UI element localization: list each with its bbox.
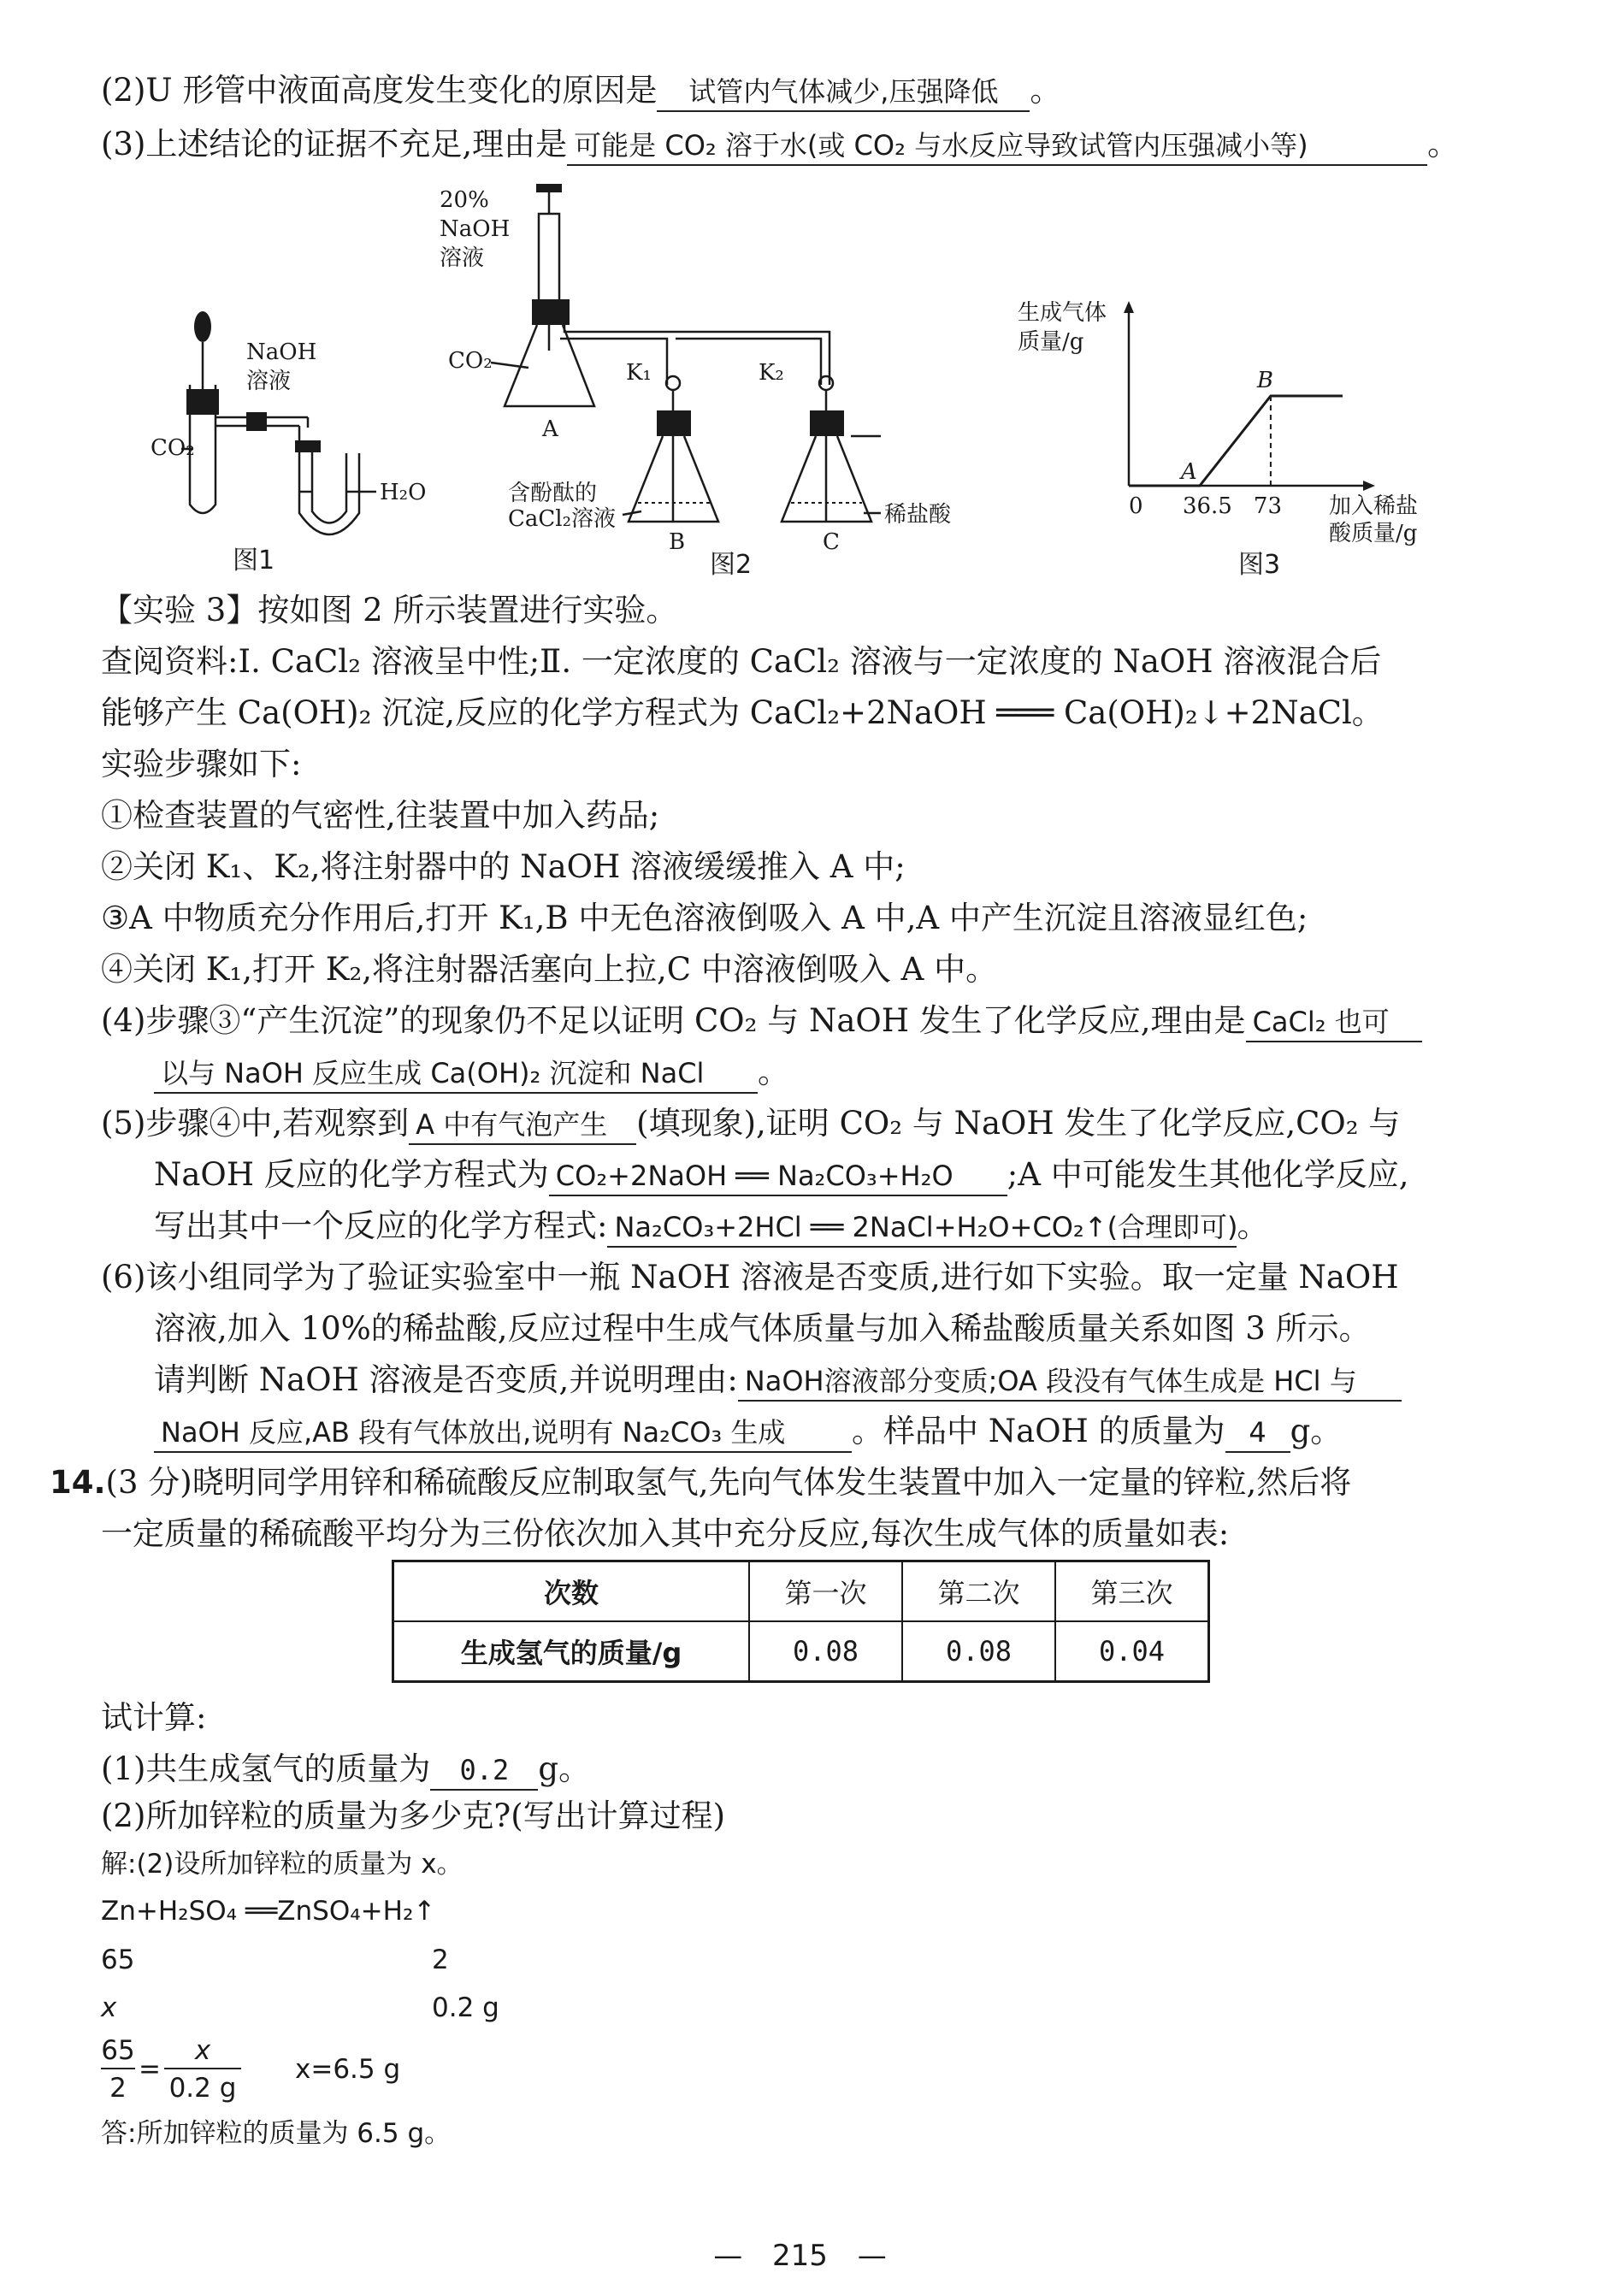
solution-answer: 答:所加锌粒的质量为 6.5 g。 xyxy=(101,2118,452,2149)
q6-line4 xyxy=(154,1411,1342,1453)
q4-suffix: 。 xyxy=(758,1054,789,1090)
exp3-step-1: ①检查装置的气密性,往装置中加入药品; xyxy=(101,797,660,834)
fig3-point-b-label: B xyxy=(1256,368,1274,393)
figure-1 xyxy=(137,308,462,590)
exp3-steps-title: 实验步骤如下: xyxy=(101,746,302,782)
fig1-solution-label: 溶液 xyxy=(246,369,292,394)
k2-label: K₂ xyxy=(759,360,784,386)
q14-calc-heading: 试计算: xyxy=(101,1699,207,1736)
exp3-step-3: ③A 中物质充分作用后,打开 K₁,B 中无色溶液倒吸入 A 中,A 中产生沉淀且溶液显红色; xyxy=(101,900,1308,936)
q6-answer-part1: NaOH溶液部分变质;OA 段没有气体生成是 HCl 与 xyxy=(738,1362,1402,1402)
q6-line4-mid: 。样品中 NaOH 的质量为 xyxy=(852,1413,1225,1449)
q14-line1-text: (3 分)晓明同学用锌和稀硫酸反应制取氢气,先向气体发生装置中加入一定量的锌粒,然后将 xyxy=(105,1464,1352,1501)
page-dash-right: — xyxy=(857,2239,887,2273)
fraction2-denominator: 0.2 g xyxy=(168,2073,237,2104)
k1-valve xyxy=(666,376,680,390)
exp3-reference-line2: 能够产生 Ca(OH)₂ 沉淀,反应的化学方程式为 CaCl₂+2NaOH ═══ Ca(OH)₂↓+2NaCl。 xyxy=(101,694,1384,731)
hydrogen-mass-table xyxy=(392,1560,1210,1683)
connector-clamp xyxy=(246,412,267,431)
exp3-step-4: ④关闭 K₁,打开 K₂,将注射器活塞向上拉,C 中溶液倒吸入 A 中。 xyxy=(101,951,998,988)
q6-line3-prefix: 请判断 NaOH 溶液是否变质,并说明理由: xyxy=(154,1361,738,1398)
page-number-footer xyxy=(0,2239,1600,2273)
fig1-naoh-label: NaOH xyxy=(246,339,317,365)
q5-line3-suffix: 。 xyxy=(1237,1207,1269,1244)
figure-3-chart xyxy=(1018,299,1462,590)
q5-line2-prefix: NaOH 反应的化学方程式为 xyxy=(154,1156,549,1193)
q5-line1 xyxy=(101,1103,1400,1145)
table-header-cell: 第二次 xyxy=(902,1561,1055,1622)
fraction-equals: = xyxy=(139,2054,161,2085)
q5-phenomenon-answer: A 中有气泡产生 xyxy=(409,1106,636,1145)
q2-line xyxy=(101,70,1061,112)
q5-line2 xyxy=(154,1154,1409,1196)
fig3-x-tick-label: 36.5 xyxy=(1182,493,1232,519)
q5-equation-answer: CO₂+2NaOH ══ Na₂CO₃+H₂O xyxy=(549,1157,1007,1196)
table-header-cell: 第三次 xyxy=(1055,1561,1209,1622)
top-tube-inner-2 xyxy=(676,339,821,385)
solution-unknown-x: x xyxy=(101,1992,117,2023)
q14-line1 xyxy=(50,1462,1351,1503)
q4-line2 xyxy=(154,1052,789,1094)
q6-line1: (6)该小组同学为了验证实验室中一瓶 NaOH 溶液是否变质,进行如下实验。取一定量 NaOH xyxy=(101,1259,1399,1296)
q4-line1 xyxy=(101,1000,1422,1042)
exp3-title: 【实验 3】按如图 2 所示装置进行实验。 xyxy=(101,592,678,629)
fig3-y-arrow xyxy=(1124,301,1134,313)
q2-answer: 试管内气体减少,压强降低 xyxy=(657,73,1030,112)
exp3-step-2: ②关闭 K₁、K₂,将注射器中的 NaOH 溶液缓缓推入 A 中; xyxy=(101,848,906,885)
fig3-plot-area xyxy=(1129,368,1343,519)
table-cell: 0.08 xyxy=(902,1621,1055,1682)
q14-line2: 一定质量的稀硫酸平均分为三份依次加入其中充分反应,每次生成气体的质量如表: xyxy=(101,1515,1230,1552)
q5-line1-suffix: (填现象),证明 CO₂ 与 NaOH 发生了化学反应,CO₂ 与 xyxy=(636,1105,1401,1142)
q4-answer-part2: 以与 NaOH 反应生成 Ca(OH)₂ 沉淀和 NaCl xyxy=(154,1054,758,1094)
q4-answer-part1: CaCl₂ 也可 xyxy=(1246,1003,1422,1042)
q14-sub2: (2)所加锌粒的质量为多少克?(写出计算过程) xyxy=(101,1797,726,1834)
u-tube-inner xyxy=(308,417,346,523)
k1-label: K₁ xyxy=(626,360,652,386)
table-row-label: 生成氢气的质量/g xyxy=(393,1621,750,1682)
figure-2 xyxy=(436,180,983,590)
table-row xyxy=(393,1621,1209,1682)
solution-ratio-h2: 2 xyxy=(432,1945,449,1975)
solution-result: x=6.5 g xyxy=(295,2054,401,2085)
fig2-co2-label: CO₂ xyxy=(448,348,493,374)
flask-a-stopper xyxy=(532,299,570,325)
q6-naoh-mass-answer: 4 xyxy=(1225,1414,1290,1453)
fig3-ylabel-line2: 质量/g xyxy=(1018,329,1084,355)
q14-sub1 xyxy=(101,1749,590,1791)
fig1-h2o-label: H₂O xyxy=(380,480,427,505)
q4-prefix: (4)步骤③“产生沉淀”的现象仍不足以证明 CO₂ 与 NaOH 发生了化学反应,理由是 xyxy=(101,1002,1246,1039)
table-cell: 0.04 xyxy=(1055,1621,1209,1682)
q3-answer: 可能是 CO₂ 溶于水(或 CO₂ 与水反应导致试管内压强减小等) xyxy=(567,127,1427,166)
table-cell: 0.08 xyxy=(749,1621,902,1682)
q14-total-hydrogen-answer: 0.2 xyxy=(430,1751,538,1791)
fig3-series-line xyxy=(1129,396,1343,486)
fig3-x-arrow xyxy=(1363,481,1375,491)
u-tube-stopper xyxy=(295,440,321,452)
fig3-caption: 图3 xyxy=(1238,550,1281,580)
q14-sub1-suffix: g。 xyxy=(538,1750,591,1787)
flask-b-label: B xyxy=(669,529,686,555)
fig2-acid-label: 稀盐酸 xyxy=(884,502,952,528)
q2-suffix: 。 xyxy=(1030,72,1062,109)
syringe-plunger-head xyxy=(536,184,562,192)
solution-line1: 解:(2)设所加锌粒的质量为 x。 xyxy=(101,1849,463,1880)
q6-answer-part2: NaOH 反应,AB 段有气体放出,说明有 Na₂CO₃ 生成 xyxy=(154,1414,852,1453)
q2-prefix: (2)U 形管中液面高度发生变化的原因是 xyxy=(101,72,658,109)
q14-number: 14. xyxy=(50,1464,106,1501)
fig2-percent-label: 20% xyxy=(440,187,489,213)
tube-stopper xyxy=(186,389,219,415)
fig2-co2-pointer xyxy=(491,363,528,368)
q5-other-reaction-answer: Na₂CO₃+2HCl ══ 2NaCl+H₂O+CO₂↑(合理即可) xyxy=(607,1208,1237,1248)
table-header-row xyxy=(393,1561,1209,1622)
table-header-cell: 第一次 xyxy=(749,1561,902,1622)
fig3-point-a-label: A xyxy=(1180,459,1197,485)
q3-suffix: 。 xyxy=(1427,126,1460,162)
fig1-caption: 图1 xyxy=(233,546,275,575)
fig1-co2-label: CO₂ xyxy=(151,435,195,461)
solution-ratio-zn: 65 xyxy=(101,1945,135,1975)
page-dash-left: — xyxy=(713,2239,743,2273)
fig2-caption: 图2 xyxy=(710,550,753,580)
dropper-bulb xyxy=(194,311,211,342)
q5-prefix: (5)步骤④中,若观察到 xyxy=(101,1105,410,1142)
flask-a-label: A xyxy=(542,416,558,442)
q6-line4-suffix: g。 xyxy=(1290,1413,1343,1449)
solution-known-mass: 0.2 g xyxy=(432,1992,499,2023)
fig3-x-tick-label: 73 xyxy=(1253,493,1283,519)
page-number: 215 xyxy=(772,2239,828,2273)
q5-line3-prefix: 写出其中一个反应的化学方程式: xyxy=(154,1207,608,1244)
fraction1-numerator: 65 xyxy=(101,2033,135,2069)
q6-line2: 溶液,加入 10%的稀盐酸,反应过程中生成气体质量与加入稀盐酸质量关系如图 3 所示。 xyxy=(154,1310,1371,1347)
fig2-phenol-label: 含酚酞的 xyxy=(508,481,598,506)
fig3-xlabel-line1: 加入稀盐 xyxy=(1329,493,1419,519)
q6-line3 xyxy=(154,1360,1402,1402)
solution-equation: Zn+H₂SO₄ ══ZnSO₄+H₂↑ xyxy=(101,1896,436,1927)
q5-line3 xyxy=(154,1206,1268,1248)
fig3-ylabel-line1: 生成气体 xyxy=(1018,300,1107,326)
q14-sub1-prefix: (1)共生成氢气的质量为 xyxy=(101,1750,431,1787)
flask-c-label: C xyxy=(823,529,840,555)
fig3-xlabel-line2: 酸质量/g xyxy=(1329,521,1418,546)
fig2-cacl2-label: CaCl₂溶液 xyxy=(508,506,617,532)
q5-line2-suffix: ;A 中可能发生其他化学反应, xyxy=(1007,1156,1409,1193)
q3-line xyxy=(101,124,1459,166)
q3-prefix: (3)上述结论的证据不充足,理由是 xyxy=(101,126,568,162)
fig3-origin-label: 0 xyxy=(1129,493,1143,519)
exp3-reference-line1: 查阅资料:Ⅰ. CaCl₂ 溶液呈中性;Ⅱ. 一定浓度的 CaCl₂ 溶液与一定浓度的 NaOH 溶液混合后 xyxy=(101,643,1382,680)
table-header-cell: 次数 xyxy=(393,1561,750,1622)
fig2-naoh-label: NaOH xyxy=(440,216,511,242)
fraction1-denominator: 2 xyxy=(109,2073,127,2104)
top-tube xyxy=(564,325,830,385)
fig2-solution-label: 溶液 xyxy=(440,245,485,271)
fraction2-numerator: x xyxy=(164,2033,241,2069)
